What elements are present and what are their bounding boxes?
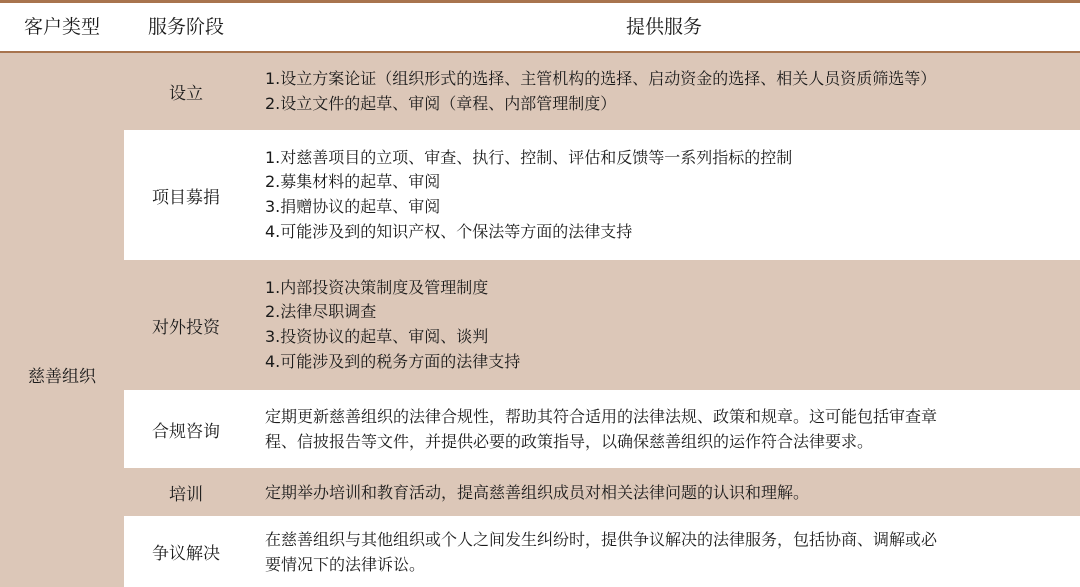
service-cell (265, 516, 1065, 587)
table-row-dispute (124, 516, 1080, 587)
stage-label: 项目募捐 (152, 187, 220, 208)
customer-type-label: 慈善组织 (28, 367, 96, 387)
table-row-training (124, 468, 1080, 516)
service-item: 4.可能涉及到的税务方面的法律支持 (265, 351, 521, 371)
service-item: 1.对慈善项目的立项、审查、执行、控制、评估和反馈等一系列指标的控制 (265, 147, 793, 167)
service-item: 2.设立文件的起草、审阅（章程、内部管理制度） (265, 93, 617, 113)
service-cell (265, 260, 1065, 390)
table-header (0, 3, 1080, 51)
stage-label: 争议解决 (152, 544, 220, 564)
header-service-stage: 服务阶段 (147, 16, 224, 38)
stage-label: 合规咨询 (152, 421, 220, 442)
service-text: 程、信披报告等文件，并提供必要的政策指导，以确保慈善组织的运作符合法律要求。 (265, 432, 874, 451)
service-item: 3.捐赠协议的起草、审阅 (265, 197, 441, 216)
stage-label: 设立 (169, 84, 203, 104)
service-item: 2.募集材料的起草、审阅 (265, 172, 441, 192)
service-text: 要情况下的法律诉讼。 (265, 554, 426, 574)
service-text: 定期更新慈善组织的法律合规性，帮助其符合适用的法律法规、政策和规章。这可能包括审查章 (265, 407, 938, 426)
table-row-fundraising (124, 130, 1080, 260)
stage-label: 培训 (169, 484, 203, 505)
service-item: 1.设立方案论证（组织形式的选择、主管机构的选择、启动资金的选择、相关人员资质筛选等） (265, 68, 937, 88)
service-text: 在慈善组织与其他组织或个人之间发生纠纷时，提供争议解决的法律服务，包括协商、调解或必 (265, 529, 938, 549)
service-cell (265, 468, 1065, 516)
table-row-investment (124, 260, 1080, 390)
table-row-compliance (124, 390, 1080, 468)
service-item: 3.投资协议的起草、审阅、谈判 (265, 327, 489, 346)
service-cell (265, 390, 1065, 468)
service-item: 2.法律尽职调查 (265, 302, 377, 322)
header-services: 提供服务 (625, 16, 702, 38)
service-cell (265, 53, 1065, 130)
table-row-establishment (124, 53, 1080, 130)
service-text: 定期举办培训和教育活动，提高慈善组织成员对相关法律问题的认识和理解。 (265, 482, 810, 502)
service-item: 1.内部投资决策制度及管理制度 (265, 277, 489, 297)
stage-label: 对外投资 (152, 317, 220, 338)
header-customer-type: 客户类型 (23, 16, 100, 38)
customer-type-cell (0, 53, 124, 587)
service-cell (265, 130, 1065, 260)
service-item: 4.可能涉及到的知识产权、个保法等方面的法律支持 (265, 221, 633, 241)
